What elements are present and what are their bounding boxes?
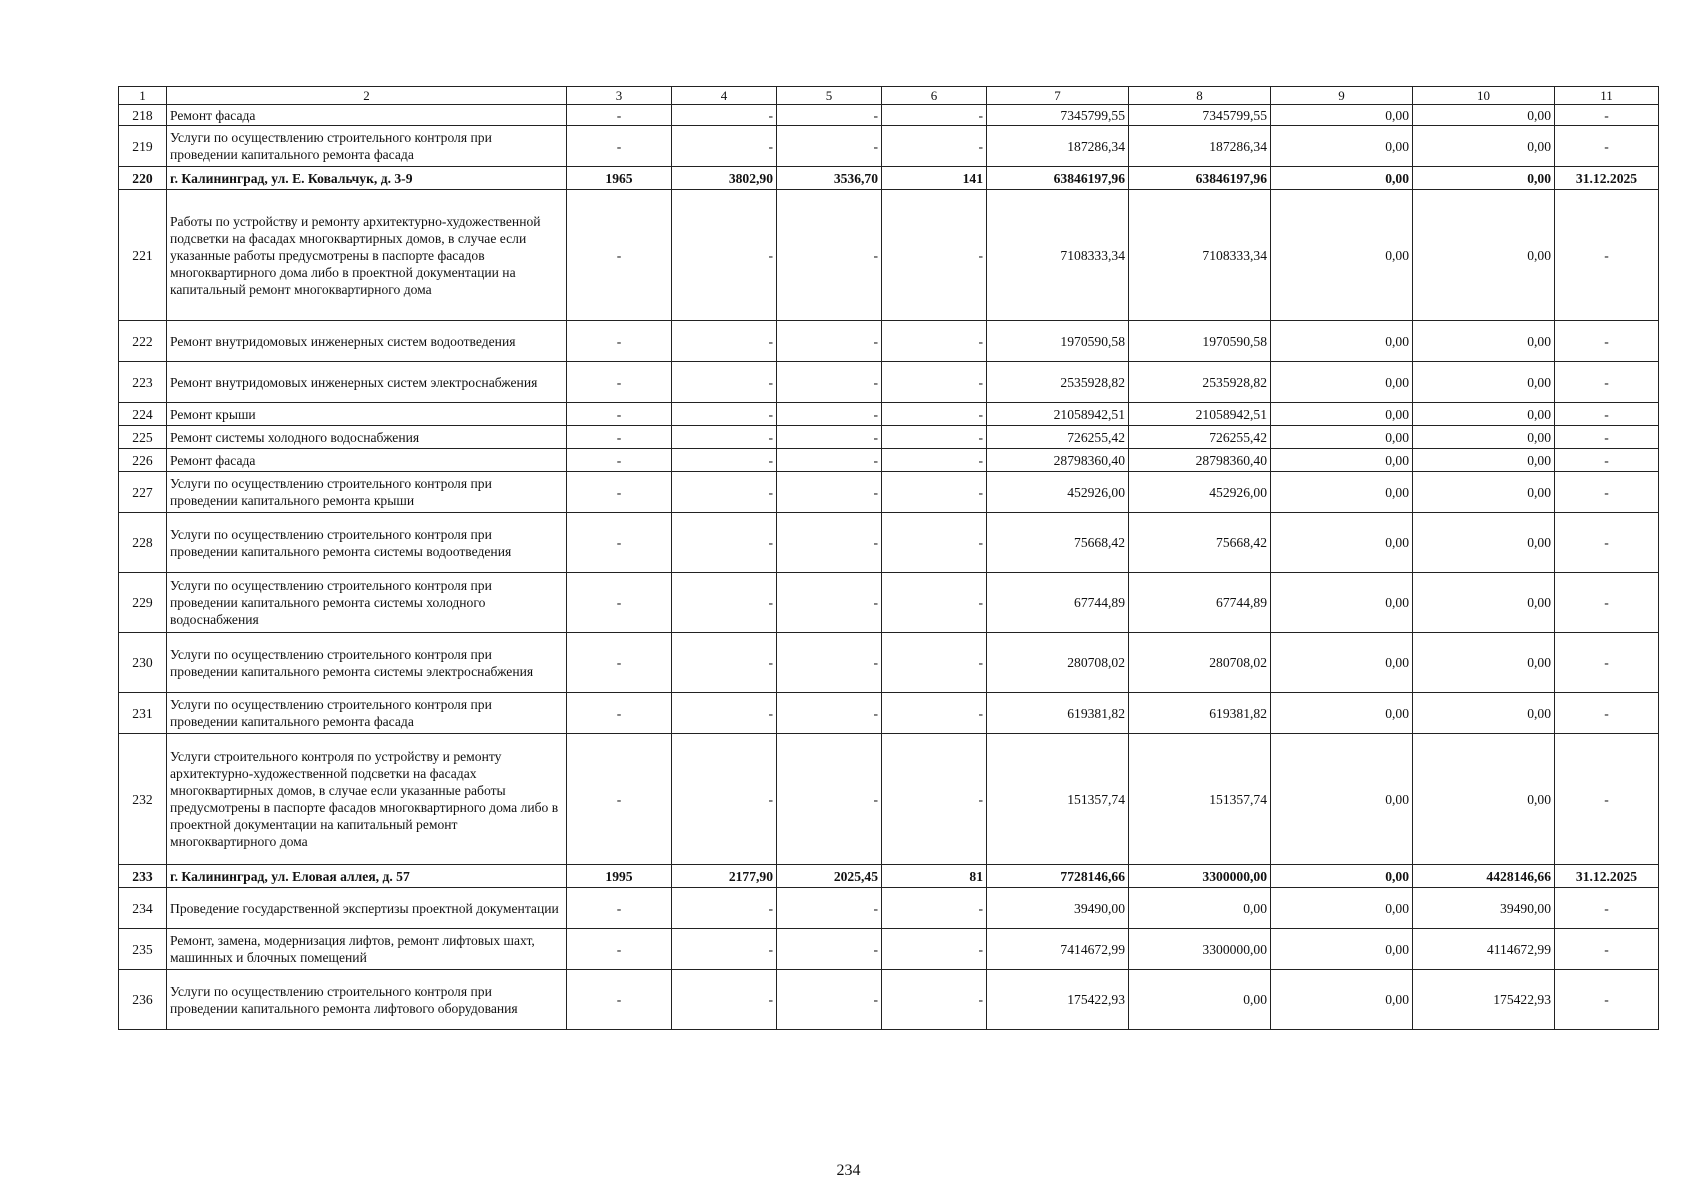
col-6-value: - (882, 403, 987, 426)
col-3-value: - (567, 449, 672, 472)
col-7-value: 1970590,58 (987, 321, 1129, 362)
col-3-value: - (567, 734, 672, 865)
table-row (119, 970, 1659, 1030)
col-6-value: - (882, 426, 987, 449)
col-4-value: - (672, 403, 777, 426)
row-number: 234 (119, 888, 167, 929)
col-4-value: 3802,90 (672, 167, 777, 190)
row-number: 224 (119, 403, 167, 426)
row-number: 219 (119, 126, 167, 167)
col-9-value: 0,00 (1271, 929, 1413, 970)
col-6-value: - (882, 888, 987, 929)
work-name: Ремонт крыши (167, 403, 567, 426)
col-6-value: - (882, 449, 987, 472)
col-8-value: 151357,74 (1129, 734, 1271, 865)
table-row (119, 321, 1659, 362)
col-4-value: - (672, 126, 777, 167)
row-number: 222 (119, 321, 167, 362)
row-number: 231 (119, 693, 167, 734)
col-3-value: 1965 (567, 167, 672, 190)
col-3-value: - (567, 426, 672, 449)
col-8-value: 75668,42 (1129, 513, 1271, 573)
row-number: 229 (119, 573, 167, 633)
col-5-value: 2025,45 (777, 865, 882, 888)
col-7-value: 21058942,51 (987, 403, 1129, 426)
work-name: Услуги по осуществлению строительного контроля при проведении капитального ремонта системы холодного водоснабжения (167, 573, 567, 633)
col-10-value: 0,00 (1413, 167, 1555, 190)
repair-plan-table (118, 86, 1659, 1030)
col-5-value: - (777, 403, 882, 426)
col-11-value: 31.12.2025 (1555, 865, 1659, 888)
col-6-value: - (882, 633, 987, 693)
col-7-value: 280708,02 (987, 633, 1129, 693)
col-5-value: - (777, 693, 882, 734)
col-11-value: - (1555, 633, 1659, 693)
col-6-value: - (882, 190, 987, 321)
col-8-value: 3300000,00 (1129, 929, 1271, 970)
col-4-value: - (672, 929, 777, 970)
table-body (119, 87, 1659, 1030)
col-9-value: 0,00 (1271, 403, 1413, 426)
col-10-value: 0,00 (1413, 449, 1555, 472)
col-4-value: - (672, 970, 777, 1030)
col-11-value: - (1555, 449, 1659, 472)
col-5-value: - (777, 126, 882, 167)
col-6-value: 81 (882, 865, 987, 888)
col-11-value: - (1555, 190, 1659, 321)
document-sheet (118, 86, 1658, 1030)
row-number: 230 (119, 633, 167, 693)
col-7-value: 2535928,82 (987, 362, 1129, 403)
col-10-value: 0,00 (1413, 403, 1555, 426)
row-number: 226 (119, 449, 167, 472)
col-5-value: - (777, 888, 882, 929)
row-number: 220 (119, 167, 167, 190)
col-11-value: - (1555, 693, 1659, 734)
col-9-value: 0,00 (1271, 888, 1413, 929)
col-9-value: 0,00 (1271, 126, 1413, 167)
work-name: Услуги по осуществлению строительного контроля при проведении капитального ремонта фасада (167, 126, 567, 167)
col-8-value: 63846197,96 (1129, 167, 1271, 190)
col-6-value: - (882, 362, 987, 403)
table-row (119, 734, 1659, 865)
col-7-value: 7345799,55 (987, 105, 1129, 126)
col-10-value: 0,00 (1413, 321, 1555, 362)
col-8-value: 21058942,51 (1129, 403, 1271, 426)
col-11-value: - (1555, 403, 1659, 426)
col-6-value: - (882, 929, 987, 970)
col-11-value: - (1555, 929, 1659, 970)
header-cell: 4 (672, 87, 777, 105)
col-9-value: 0,00 (1271, 633, 1413, 693)
work-name: Ремонт, замена, модернизация лифтов, ремонт лифтовых шахт, машинных и блочных помещений (167, 929, 567, 970)
col-11-value: - (1555, 888, 1659, 929)
table-row (119, 403, 1659, 426)
col-3-value: - (567, 693, 672, 734)
header-cell: 10 (1413, 87, 1555, 105)
col-9-value: 0,00 (1271, 734, 1413, 865)
col-9-value: 0,00 (1271, 321, 1413, 362)
col-7-value: 7108333,34 (987, 190, 1129, 321)
col-11-value: - (1555, 734, 1659, 865)
col-6-value: - (882, 573, 987, 633)
col-11-value: - (1555, 426, 1659, 449)
row-number: 225 (119, 426, 167, 449)
col-9-value: 0,00 (1271, 472, 1413, 513)
col-10-value: 0,00 (1413, 126, 1555, 167)
work-name: Услуги по осуществлению строительного контроля при проведении капитального ремонта крыши (167, 472, 567, 513)
col-5-value: - (777, 929, 882, 970)
col-11-value: 31.12.2025 (1555, 167, 1659, 190)
col-4-value: - (672, 426, 777, 449)
row-number: 236 (119, 970, 167, 1030)
col-9-value: 0,00 (1271, 105, 1413, 126)
header-cell: 8 (1129, 87, 1271, 105)
col-8-value: 3300000,00 (1129, 865, 1271, 888)
table-row (119, 472, 1659, 513)
table-row (119, 190, 1659, 321)
work-name: Услуги по осуществлению строительного контроля при проведении капитального ремонта лифтового оборудования (167, 970, 567, 1030)
col-9-value: 0,00 (1271, 426, 1413, 449)
col-10-value: 0,00 (1413, 633, 1555, 693)
col-8-value: 187286,34 (1129, 126, 1271, 167)
col-6-value: - (882, 126, 987, 167)
work-name: Услуги строительного контроля по устройству и ремонту архитектурно-художественной подсветки на фасадах многоквартирных домов, в случае если указанные работы предусмотрены в паспорте фасадов многоквартирного дома либо в проектной документации на капитальный ремонт многоквартирного дома (167, 734, 567, 865)
col-10-value: 4428146,66 (1413, 865, 1555, 888)
col-3-value: - (567, 888, 672, 929)
col-4-value: - (672, 633, 777, 693)
col-3-value: - (567, 513, 672, 573)
col-8-value: 2535928,82 (1129, 362, 1271, 403)
header-cell: 7 (987, 87, 1129, 105)
col-11-value: - (1555, 126, 1659, 167)
page-number: 234 (836, 1162, 861, 1179)
col-9-value: 0,00 (1271, 513, 1413, 573)
col-8-value: 726255,42 (1129, 426, 1271, 449)
col-5-value: - (777, 472, 882, 513)
col-7-value: 39490,00 (987, 888, 1129, 929)
work-name: г. Калининград, ул. Е. Ковальчук, д. 3-9 (167, 167, 567, 190)
col-5-value: - (777, 970, 882, 1030)
col-9-value: 0,00 (1271, 362, 1413, 403)
header-cell: 1 (119, 87, 167, 105)
col-6-value: - (882, 105, 987, 126)
work-name: Ремонт внутридомовых инженерных систем водоотведения (167, 321, 567, 362)
col-3-value: - (567, 970, 672, 1030)
col-8-value: 7345799,55 (1129, 105, 1271, 126)
col-4-value: - (672, 362, 777, 403)
table-row (119, 362, 1659, 403)
col-5-value: - (777, 449, 882, 472)
col-10-value: 0,00 (1413, 190, 1555, 321)
col-7-value: 619381,82 (987, 693, 1129, 734)
col-10-value: 0,00 (1413, 362, 1555, 403)
col-8-value: 280708,02 (1129, 633, 1271, 693)
col-7-value: 187286,34 (987, 126, 1129, 167)
col-10-value: 4114672,99 (1413, 929, 1555, 970)
work-name: Услуги по осуществлению строительного контроля при проведении капитального ремонта системы электроснабжения (167, 633, 567, 693)
col-3-value: - (567, 929, 672, 970)
col-3-value: - (567, 362, 672, 403)
row-number: 228 (119, 513, 167, 573)
col-8-value: 7108333,34 (1129, 190, 1271, 321)
col-7-value: 175422,93 (987, 970, 1129, 1030)
row-number: 223 (119, 362, 167, 403)
work-name: Проведение государственной экспертизы проектной документации (167, 888, 567, 929)
work-name: Ремонт системы холодного водоснабжения (167, 426, 567, 449)
col-6-value: - (882, 734, 987, 865)
col-3-value: - (567, 633, 672, 693)
col-8-value: 0,00 (1129, 888, 1271, 929)
col-7-value: 726255,42 (987, 426, 1129, 449)
work-name: Работы по устройству и ремонту архитектурно-художественной подсветки на фасадах многоквартирных домов, в случае если указанные работы предусмотрены в паспорте фасадов многоквартирного дома либо в проектной документации на капитальный ремонт многоквартирного дома (167, 190, 567, 321)
col-4-value: - (672, 449, 777, 472)
table-row (119, 426, 1659, 449)
col-10-value: 0,00 (1413, 573, 1555, 633)
header-cell: 11 (1555, 87, 1659, 105)
col-6-value: - (882, 321, 987, 362)
col-6-value: - (882, 970, 987, 1030)
table-row (119, 865, 1659, 888)
col-8-value: 619381,82 (1129, 693, 1271, 734)
col-3-value: - (567, 472, 672, 513)
col-3-value: - (567, 321, 672, 362)
col-5-value: - (777, 321, 882, 362)
col-3-value: - (567, 573, 672, 633)
header-cell: 9 (1271, 87, 1413, 105)
col-4-value: - (672, 888, 777, 929)
col-7-value: 67744,89 (987, 573, 1129, 633)
table-row (119, 929, 1659, 970)
row-number: 235 (119, 929, 167, 970)
col-7-value: 7728146,66 (987, 865, 1129, 888)
row-number: 227 (119, 472, 167, 513)
col-5-value: - (777, 633, 882, 693)
col-4-value: - (672, 734, 777, 865)
col-9-value: 0,00 (1271, 970, 1413, 1030)
work-name: Услуги по осуществлению строительного контроля при проведении капитального ремонта системы водоотведения (167, 513, 567, 573)
col-4-value: - (672, 190, 777, 321)
col-8-value: 67744,89 (1129, 573, 1271, 633)
row-number: 233 (119, 865, 167, 888)
col-6-value: - (882, 513, 987, 573)
col-5-value: - (777, 734, 882, 865)
col-4-value: - (672, 321, 777, 362)
work-name: Услуги по осуществлению строительного контроля при проведении капитального ремонта фасада (167, 693, 567, 734)
col-5-value: - (777, 362, 882, 403)
col-5-value: - (777, 426, 882, 449)
col-6-value: - (882, 693, 987, 734)
col-11-value: - (1555, 321, 1659, 362)
col-6-value: 141 (882, 167, 987, 190)
work-name: г. Калининград, ул. Еловая аллея, д. 57 (167, 865, 567, 888)
col-6-value: - (882, 472, 987, 513)
col-3-value: - (567, 105, 672, 126)
col-11-value: - (1555, 573, 1659, 633)
col-7-value: 28798360,40 (987, 449, 1129, 472)
col-5-value: - (777, 513, 882, 573)
work-name: Ремонт фасада (167, 105, 567, 126)
col-10-value: 175422,93 (1413, 970, 1555, 1030)
header-cell: 2 (167, 87, 567, 105)
col-10-value: 0,00 (1413, 105, 1555, 126)
row-number: 221 (119, 190, 167, 321)
col-3-value: 1995 (567, 865, 672, 888)
table-row (119, 167, 1659, 190)
col-3-value: - (567, 126, 672, 167)
table-row (119, 449, 1659, 472)
col-8-value: 0,00 (1129, 970, 1271, 1030)
col-4-value: - (672, 693, 777, 734)
column-number-header (119, 87, 1659, 105)
col-7-value: 7414672,99 (987, 929, 1129, 970)
col-10-value: 0,00 (1413, 734, 1555, 865)
col-9-value: 0,00 (1271, 693, 1413, 734)
col-11-value: - (1555, 472, 1659, 513)
col-11-value: - (1555, 970, 1659, 1030)
col-9-value: 0,00 (1271, 190, 1413, 321)
col-5-value: - (777, 190, 882, 321)
table-row (119, 888, 1659, 929)
col-7-value: 75668,42 (987, 513, 1129, 573)
col-8-value: 1970590,58 (1129, 321, 1271, 362)
col-4-value: - (672, 513, 777, 573)
row-number: 218 (119, 105, 167, 126)
col-4-value: - (672, 573, 777, 633)
col-10-value: 39490,00 (1413, 888, 1555, 929)
col-3-value: - (567, 403, 672, 426)
col-7-value: 151357,74 (987, 734, 1129, 865)
table-row (119, 513, 1659, 573)
col-9-value: 0,00 (1271, 573, 1413, 633)
col-11-value: - (1555, 105, 1659, 126)
header-cell: 6 (882, 87, 987, 105)
table-row (119, 693, 1659, 734)
col-8-value: 28798360,40 (1129, 449, 1271, 472)
col-10-value: 0,00 (1413, 426, 1555, 449)
col-11-value: - (1555, 362, 1659, 403)
col-10-value: 0,00 (1413, 513, 1555, 573)
col-10-value: 0,00 (1413, 472, 1555, 513)
col-5-value: - (777, 105, 882, 126)
col-3-value: - (567, 190, 672, 321)
col-7-value: 63846197,96 (987, 167, 1129, 190)
row-number: 232 (119, 734, 167, 865)
col-7-value: 452926,00 (987, 472, 1129, 513)
work-name: Ремонт фасада (167, 449, 567, 472)
col-4-value: - (672, 105, 777, 126)
col-5-value: 3536,70 (777, 167, 882, 190)
table-row (119, 573, 1659, 633)
table-row (119, 105, 1659, 126)
col-8-value: 452926,00 (1129, 472, 1271, 513)
col-9-value: 0,00 (1271, 449, 1413, 472)
table-row (119, 633, 1659, 693)
col-4-value: - (672, 472, 777, 513)
header-cell: 5 (777, 87, 882, 105)
col-9-value: 0,00 (1271, 167, 1413, 190)
header-cell: 3 (567, 87, 672, 105)
col-5-value: - (777, 573, 882, 633)
work-name: Ремонт внутридомовых инженерных систем электроснабжения (167, 362, 567, 403)
col-11-value: - (1555, 513, 1659, 573)
col-9-value: 0,00 (1271, 865, 1413, 888)
col-10-value: 0,00 (1413, 693, 1555, 734)
col-4-value: 2177,90 (672, 865, 777, 888)
table-row (119, 126, 1659, 167)
